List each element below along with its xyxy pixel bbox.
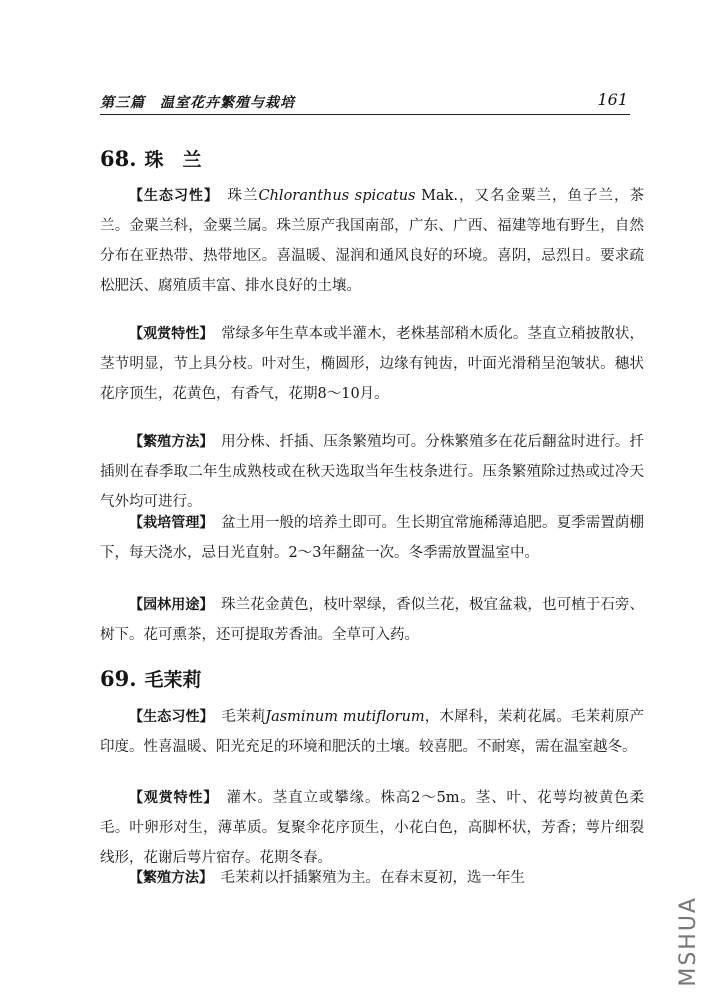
entry-name: 毛茉莉 xyxy=(144,669,202,691)
entry-number: 69. xyxy=(100,666,137,691)
paragraph-text: 毛茉莉 xyxy=(206,709,266,725)
section-head: 【生态习性】 xyxy=(129,709,207,725)
page-number: 161 xyxy=(597,90,628,109)
entry-68-ecology xyxy=(100,181,644,301)
section-head: 【栽培管理】 xyxy=(129,515,207,531)
entry-68-use xyxy=(100,590,644,650)
section-head: 【繁殖方法】 xyxy=(129,434,207,450)
entry-68-propagation xyxy=(100,427,644,517)
entry-69-ornamental xyxy=(100,783,644,873)
section-head: 【生态习性】 xyxy=(129,188,212,204)
section-head: 【园林用途】 xyxy=(129,597,207,613)
entry-69-title xyxy=(100,665,202,692)
entry-number: 68. xyxy=(100,146,137,171)
paragraph-text: 灌木。茎直立或攀缘。株高2～5m。茎、叶、花萼均被黄色柔毛。叶卵形对生，薄革质。复聚伞花序顶生，小花白色，高脚杯状，芳香；萼片细裂线形，花谢后萼片宿存。花期冬春。 xyxy=(100,790,645,866)
section-head: 【繁殖方法】 xyxy=(129,870,206,886)
watermark-text: MSHUA xyxy=(676,896,701,987)
latin-name: Jasminum mutiflorum xyxy=(265,709,425,725)
paragraph-text: 盆土用一般的培养土即可。生长期宜常施稀薄追肥。夏季需置荫棚下，每天浇水，忌日光直射。2～3年翻盆一次。冬季需放置温室中。 xyxy=(100,515,644,561)
paragraph-text: Mak.，又名金粟兰，鱼子兰，茶兰。金粟兰科，金粟兰属。珠兰原产我国南部，广东、广西、福建等地有野生，自然分布在亚热带、热带地区。喜温暖、湿润和通风良好的环境。喜阴，忌烈日。要求疏松肥沃、腐殖质丰富、排水良好的土壤。 xyxy=(100,188,645,294)
paragraph-text: 珠兰 xyxy=(212,188,259,204)
section-head: 【观赏特性】 xyxy=(129,790,212,806)
entry-69-ecology xyxy=(100,702,644,762)
entry-68-ornamental xyxy=(100,319,644,409)
entry-name: 珠 兰 xyxy=(144,149,202,171)
chapter-title: 第三篇 温室花卉繁殖与栽培 xyxy=(100,95,295,111)
latin-name: Chloranthus spicatus xyxy=(258,188,416,204)
paragraph-text: 常绿多年生草本或半灌木，老株基部稍木质化。茎直立稍披散状，茎节明显，节上具分枝。叶对生，椭圆形，边缘有钝齿，叶面光滑稍呈泡皱状。穗状花序顶生，花黄色，有香气，花期8～10月。 xyxy=(100,326,644,402)
entry-68-cultivation xyxy=(100,508,644,568)
paragraph-text: 毛茉莉以扦插繁殖为主。在春末夏初，选一年生 xyxy=(206,870,525,886)
entry-68-title xyxy=(100,145,202,172)
paragraph-text: 用分株、扦插、压条繁殖均可。分株繁殖多在花后翻盆时进行。扦插则在春季取二年生成熟枝或在秋天选取当年生枝条进行。压条繁殖除过热或过冷天气外均可进行。 xyxy=(100,434,644,510)
section-head: 【观赏特性】 xyxy=(129,326,207,342)
entry-69-propagation xyxy=(100,863,644,893)
paragraph-text: ，木犀科，茉莉花属。毛茉莉原产印度。性喜温暖、阳光充足的环境和肥沃的土壤。较喜肥。不耐寒，需在温室越冬。 xyxy=(100,709,645,755)
paragraph-text: 珠兰花金黄色，枝叶翠绿，香似兰花，极宜盆栽，也可植于石旁、树下。花可熏茶，还可提取芳香油。全草可入药。 xyxy=(100,597,644,643)
running-header xyxy=(100,92,630,115)
